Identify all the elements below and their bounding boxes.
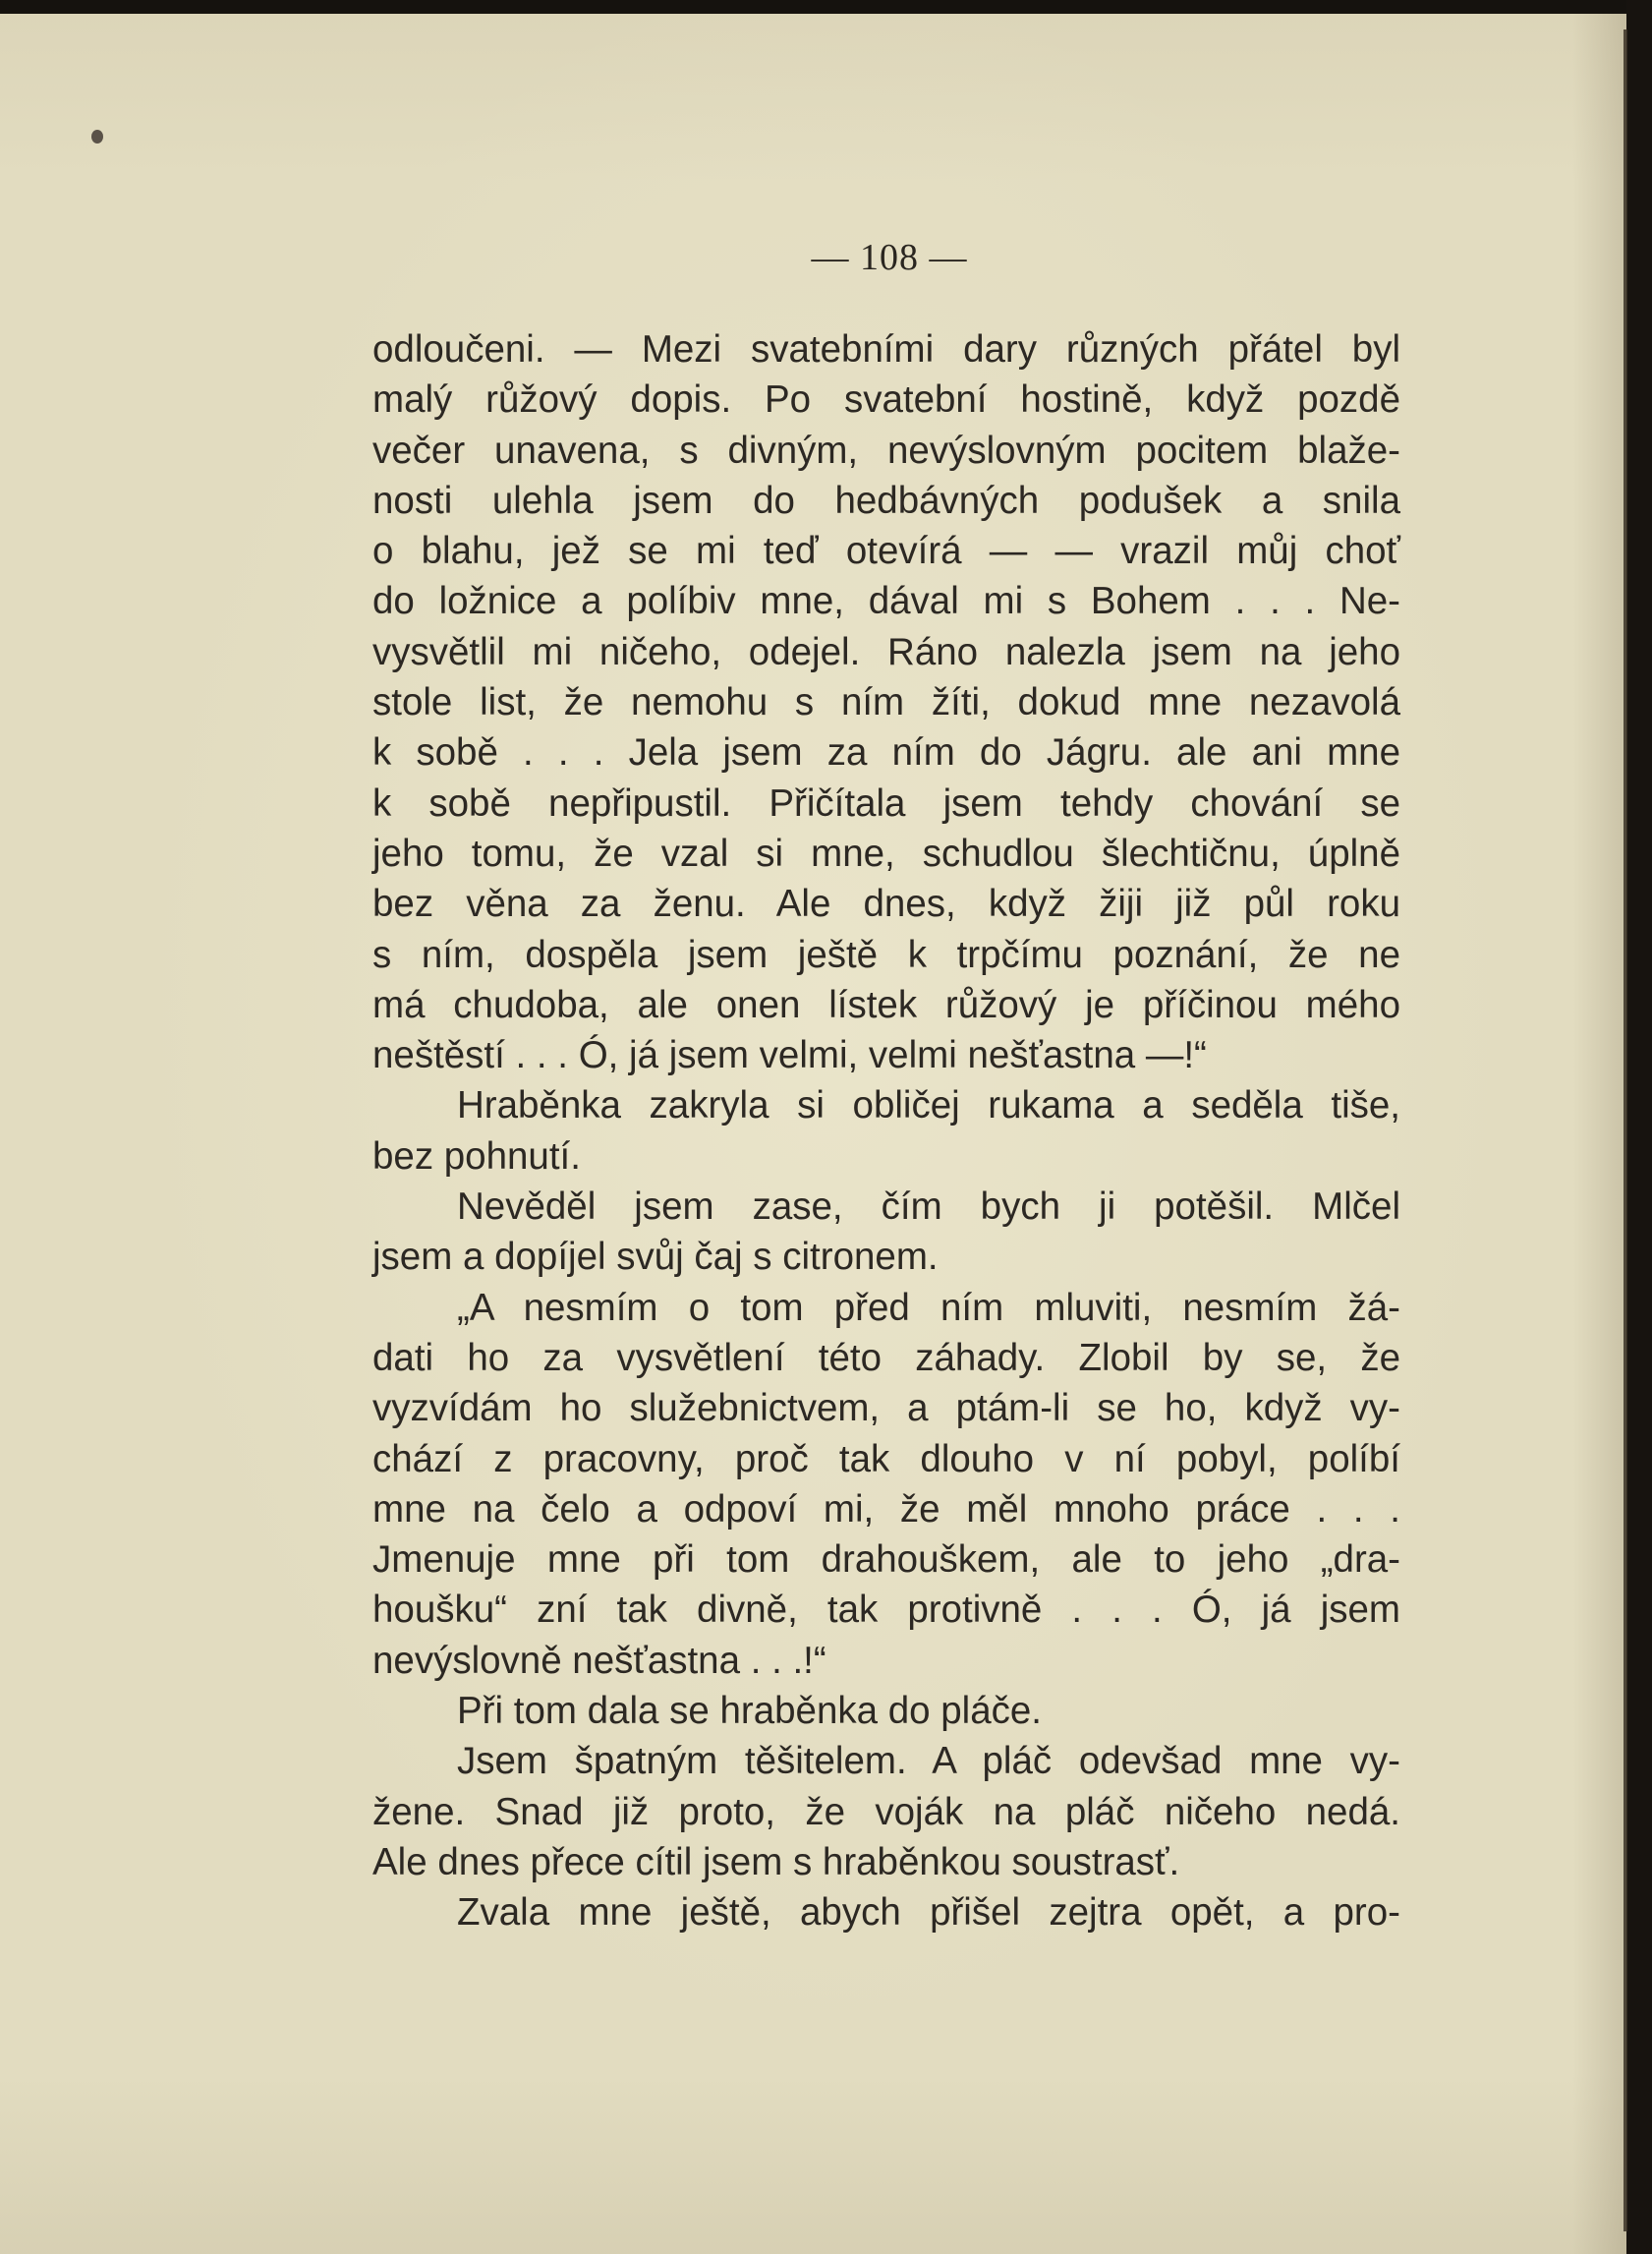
text-line: k sobě nepřipustil. Přičítala jsem tehdy chování se: [372, 781, 1400, 825]
page-number: — 108 —: [811, 237, 968, 278]
text-line: vysvětlil mi ničeho, odejel. Ráno nalezla jsem na jeho: [372, 630, 1400, 673]
text-line: stole list, že nemohu s ním žíti, dokud mne nezavolá: [372, 681, 1400, 724]
text-line: bez věna za ženu. Ale dnes, když žiji již půl roku: [372, 883, 1400, 926]
text-line: jsem a dopíjel svůj čaj s citronem.: [372, 1236, 939, 1279]
text-line: neštěstí . . . Ó, já jsem velmi, velmi nešťastna —!“: [372, 1034, 1207, 1077]
scan-right-edge: [1626, 0, 1652, 2254]
text-line: Jsem špatným těšitelem. A pláč odevšad mne vy-: [457, 1740, 1400, 1783]
text-line: večer unavena, s divným, nevýslovným pocitem blaže-: [372, 429, 1400, 472]
text-line: s ním, dospěla jsem ještě k trpčímu poznání, že ne: [372, 933, 1400, 976]
text-line: o blahu, jež se mi teď otevírá — — vrazil můj choť: [372, 530, 1400, 573]
text-line: bez pohnutí.: [372, 1134, 581, 1178]
text-line: Hraběnka zakryla si obličej rukama a seděla tiše,: [457, 1084, 1400, 1127]
text-line: Při tom dala se hraběnka do pláče.: [457, 1690, 1042, 1733]
text-line: chází z pracovny, proč tak dlouho v ní pobyl, políbí: [372, 1437, 1400, 1480]
gutter-shadow: [1572, 0, 1626, 2254]
body-text: [372, 324, 1400, 1938]
text-line: do ložnice a políbiv mne, dával mi s Bohem . . . Ne-: [372, 580, 1400, 623]
text-line: jeho tomu, že vzal si mne, schudlou šlechtičnu, úplně: [372, 832, 1400, 875]
text-line: „A nesmím o tom před ním mluviti, nesmím žá-: [457, 1286, 1400, 1329]
text-line: má chudoba, ale onen lístek růžový je příčinou mého: [372, 983, 1400, 1026]
text-line: žene. Snad již proto, že voják na pláč ničeho nedá.: [372, 1790, 1400, 1833]
paper-speck: [91, 130, 103, 144]
binding-gutter-line: [1624, 29, 1627, 2231]
text-line: k sobě . . . Jela jsem za ním do Jágru. ale ani mne: [372, 731, 1400, 775]
text-line: Ale dnes přece cítil jsem s hraběnkou soustrasť.: [372, 1840, 1180, 1883]
text-line: Jmenuje mne při tom drahouškem, ale to jeho „dra-: [372, 1538, 1400, 1582]
text-line: nosti ulehla jsem do hedbávných podušek a snila: [372, 479, 1400, 522]
text-line: malý růžový dopis. Po svatební hostině, když pozdě: [372, 378, 1400, 422]
text-line: odloučeni. — Mezi svatebními dary různých přátel byl: [372, 328, 1400, 371]
text-line: Nevěděl jsem zase, čím bych ji potěšil. Mlčel: [457, 1185, 1400, 1229]
text-line: houšku“ zní tak divně, tak protivně . . . Ó, já jsem: [372, 1589, 1400, 1632]
text-line: vyzvídám ho služebnictvem, a ptám-li se ho, když vy-: [372, 1387, 1400, 1430]
text-line: nevýslovně nešťastna . . .!“: [372, 1639, 826, 1682]
text-line: dati ho za vysvětlení této záhady. Zlobil by se, že: [372, 1336, 1400, 1379]
text-line: mne na čelo a odpoví mi, že měl mnoho práce . . .: [372, 1487, 1400, 1531]
scan-top-edge: [0, 0, 1652, 14]
text-line: Zvala mne ještě, abych přišel zejtra opět, a pro-: [457, 1891, 1400, 1935]
